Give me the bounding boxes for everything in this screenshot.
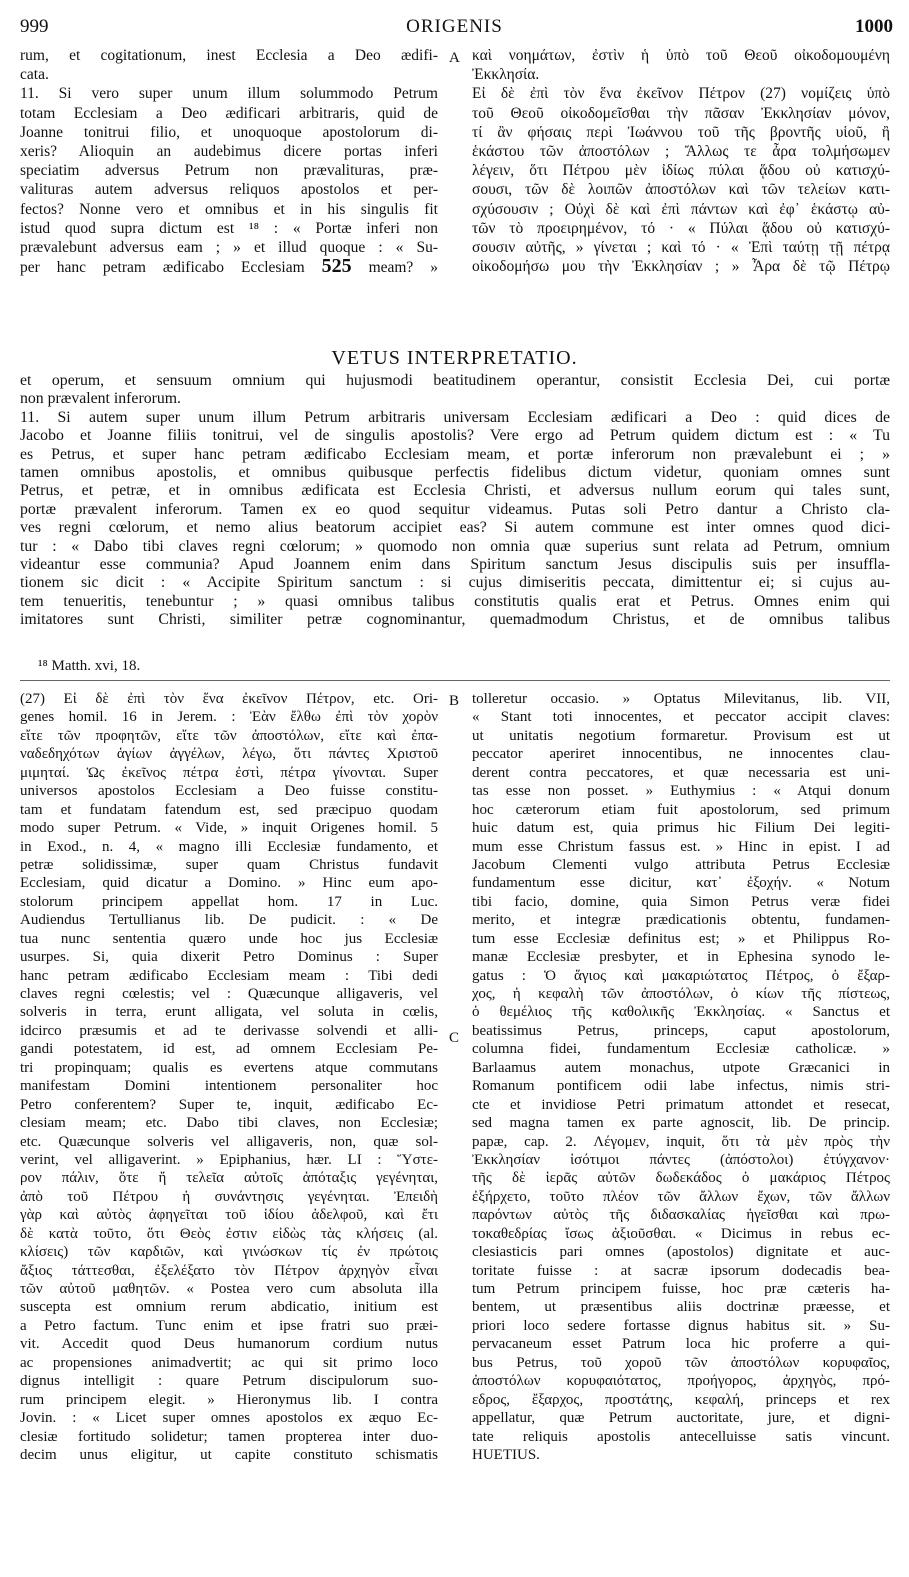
- text-line: ἑκάστου τῶν ἀποστόλων ; Ἄλλως τε ἆρα τολμήσωμεν: [472, 142, 890, 160]
- text-line: ut unitatis negotium formaretur. Provisum est ut: [472, 727, 890, 744]
- text-line: gatus : Ὁ ἅγιος καὶ μακαριώτατος Πέτρος, ὁ ἔξαρ-: [472, 967, 890, 984]
- text-line: etc. Quæcunque solveris vel alligaveris, non, quæ sol-: [20, 1133, 438, 1150]
- text-line: καὶ νοημάτων, ἐστὶν ἡ ὑπὸ τοῦ Θεοῦ οἰκοδομουμένη: [472, 47, 890, 64]
- text-line: hanc petram ædificabo Ecclesiam meam : Tibi dedi: [20, 967, 438, 984]
- text-line: οἰκοδομήσω μου τὴν Ἐκκλησίαν ; » Ἆρα δὲ τῷ Πέτρῳ: [472, 258, 890, 276]
- text-line: xeris? Alioquin an audebimus dicere portas inferi: [20, 142, 438, 160]
- text-line: tibi facio, domine, quia Simon Petrus veræ fidei: [472, 893, 890, 910]
- text-line: εἴτε τῶν προφητῶν, εἴτε τῶν ἀποστόλων, εἴτε καὶ ἐπα-: [20, 727, 438, 744]
- text-line: fundamentum esse dicitur, κατ᾽ ἐξοχήν. « Notum: [472, 875, 890, 892]
- text-line: in Exod., n. 4, « magno illi Ecclesiæ fundamento, et: [20, 838, 438, 855]
- text-line: tamen omnibus apostolis, et omnibus quibusque perfectis fidelibus dictum videtur, quoniam omnes sunt: [20, 463, 890, 481]
- text-line: ὁ θεμέλιος τῆς καθολικῆς Ἐκκλησίας. « Sanctus et: [472, 1004, 890, 1021]
- text-line: tam et fundatam fatendum est, sed præcipuo quodam: [20, 801, 438, 818]
- running-title: ORIGENIS: [406, 16, 503, 37]
- text-line: κλίσεις) τῶν καρδιῶν, καὶ γινώσκων τίς ἐν πρώτοις: [20, 1244, 438, 1261]
- text-line: Jacobo et Joanne filiis tonitrui, vel de singulis apostolis? Vere ergo ad Petrum quidem dictum est : « Tu: [20, 427, 890, 445]
- text-line: papæ, cap. 2. Λέγομεν, inquit, ὅτι τὰ μὲν πρὸς τὴν: [472, 1133, 890, 1150]
- vetus-interpretatio-heading: VETUS INTERPRETATIO.: [331, 347, 578, 369]
- text-line: Jacobum Clementi vulgo attributa Petrus Ecclesiæ: [472, 856, 890, 873]
- text-line: Joanne tonitrui filio, et unoquoque apostolorum di-: [20, 123, 438, 141]
- text-fragment: per hanc petram ædificabo Ecclesiam: [20, 259, 305, 277]
- text-line: appellatur, quæ Petrum auctoritate, jure, et digni-: [472, 1410, 890, 1427]
- text-line: priori loco sedere fortasse dignus habitus sit. » Su-: [472, 1317, 890, 1334]
- text-line: ἐξήρχετο, τοῦτο πλέον τῶν ἄλλων ἔχων, τῶν ἄλλων: [472, 1188, 890, 1205]
- margin-letter-c: C: [449, 1030, 460, 1046]
- text-line: speciatim adversus Petrum non prævalituras, præ-: [20, 162, 438, 180]
- text-line: Barlaamus autem monachus, utpote Græcanici in: [472, 1059, 890, 1076]
- text-line: clesiasticis pari omnes (apostolos) dignitate et auc-: [472, 1244, 890, 1261]
- text-line: dignus intelligit : quare Petrum discipulorum suo-: [20, 1373, 438, 1390]
- page-number-left: 999: [20, 16, 49, 37]
- text-line: τῶν αὐτοῦ μαθητῶν. « Postea vero cum absoluta illa: [20, 1281, 438, 1297]
- text-line: verint, vel alligaverint. » Epiphanius, hær. LI : Ὕστε-: [20, 1151, 438, 1168]
- text-line: σουσιν αὐτῆς, » γίνεται ; καὶ τό · « Ἐπὶ ταύτῃ τῇ πέτρᾳ: [472, 238, 890, 256]
- text-line: tri propinquam; qualis es evertens atque commutans: [20, 1059, 438, 1076]
- text-line: ac propensiones animadvertit; ac qui sit primo loco: [20, 1354, 438, 1371]
- text-line: sed magna tamen ex parte agnoscit, lib. De princip.: [472, 1115, 890, 1132]
- greek-text-column: [472, 46, 890, 276]
- text-line: bentem, ut præsentibus aliis doctrinæ præesse, et: [472, 1299, 890, 1316]
- text-line: Ecclesiam, quid dicatur a Domino. » Hinc eum apo-: [20, 875, 438, 892]
- text-line: tur : « Dabo tibi claves regni cœlorum; » quomodo non omnia quæ superius sunt relata ad Petrum, omnium: [20, 537, 890, 555]
- text-line: petræ solidissimæ, super quam Christus fundavit: [20, 856, 438, 873]
- text-line: τί ἂν φήσαις περὶ Ἰωάννου τοῦ τῆς βροντῆς υἱοῦ, ἢ: [472, 123, 890, 141]
- text-line: [20, 257, 438, 276]
- text-line: HUETIUS.: [472, 1446, 540, 1463]
- text-line: δὲ κατὰ τοῦτο, ὅτι Θεὸς ἐστιν εἰδὼς τὰς κλήσεις (al.: [20, 1225, 438, 1242]
- text-line: hoc cæterorum etiam fuit apostolorum, sed primum: [472, 801, 890, 818]
- text-line: tum esse Ecclesiæ definitus est; » et Philippus Ro-: [472, 930, 890, 947]
- text-line: manæ Ecclesiæ presbyter, et in Ephesina synodo le-: [472, 949, 890, 966]
- text-line: τοῦ Θεοῦ οἰκοδομεῖσθαι τὴν πᾶσαν Ἐκκλησίαν μόνον,: [472, 104, 890, 122]
- text-line: Petrus, et petræ, et in omnibus ædificata est Ecclesia Christi, et adversus nullum eorum qui tales sunt,: [20, 482, 890, 500]
- footnote-divider: [20, 680, 890, 681]
- text-line: tionem sic dicit : « Accipite Spiritum sanctum : si cujus dimiseritis peccata, dimittentur ei; si cujus au-: [20, 574, 890, 592]
- text-line: vit. Accedit quod Deus humanorum cordium nutus: [20, 1336, 438, 1353]
- text-line: beatissimus Petrus, princeps, caput apostolorum,: [472, 1022, 890, 1039]
- text-line: es Petrus, et super hanc petram ædificabo Ecclesiam meam, et portæ inferorum non prævalebunt ei ; »: [20, 445, 890, 463]
- text-line: Ἐκκλησίαν ἰσότιμοι πάντες (ἀπόστολοι) ἐτύγχανον·: [472, 1151, 890, 1168]
- text-line: Romanum pontificem odii labe infectus, nimis stri-: [472, 1078, 890, 1095]
- text-line: huic datum est, quia primus hic Filium Dei legiti-: [472, 820, 890, 837]
- text-line: fectos? Nonne vero et omnibus et in his singulis fit: [20, 200, 438, 218]
- text-line: Petro conferentem? Super te, inquit, ædificabo Ec-: [20, 1096, 438, 1113]
- text-line: ἀπὸ τοῦ Πέτρου ἡ συνάντησις γεγένηται. Ἐπειδὴ: [20, 1188, 438, 1205]
- text-line: istud quod supra dictum est ¹⁸ : « Portæ inferi non: [20, 219, 438, 237]
- text-line: idcirco præsumis et ad te derivasse solvendi et alli-: [20, 1022, 438, 1039]
- text-line: 11. Si vero super unum illum solummodo Petrum: [20, 85, 438, 103]
- text-line: tum Petrum principem fuisse, hoc præ cæteris ha-: [472, 1281, 890, 1297]
- vetus-interpretatio-text: [20, 372, 890, 629]
- text-line: rum, et cogitationum, inest Ecclesia a Deo ædifi-: [20, 47, 438, 64]
- text-line: toritate fuisse : at sacræ ipsorum dodecadis bea-: [472, 1262, 890, 1279]
- text-line: claves regni cœlestis; vel : Quæcunque alligaveris, vel: [20, 986, 438, 1002]
- text-line: usurpes. Si, quia dixerit Petro Dominus : Super: [20, 949, 438, 966]
- text-line: τοκαθεδρίας ἴσως ἀξιοῦσθαι. « Dicimus in rebus ec-: [472, 1225, 890, 1242]
- text-line: modo super Petrum. « Vide, » inquit Origenes homil. 5: [20, 820, 438, 837]
- text-line: solveris in terra, erunt alligata, vel soluta in cœlis,: [20, 1004, 438, 1021]
- text-line: 11. Si autem super unum illum Petrum arbitraris universam Ecclesiam ædificari a Deo : quid dices de: [20, 408, 890, 426]
- text-line: tua nunc sententia quæro unde hoc jus Ecclesiæ: [20, 930, 438, 947]
- margin-letter-a: A: [449, 50, 460, 66]
- text-line: stolorum principem appellat hom. 17 in Luc.: [20, 893, 438, 910]
- text-line: gandi potestatem, id est, ad omnem Ecclesiam Pe-: [20, 1041, 438, 1058]
- text-line: ναδεδηχότων ἁγίων ἀγγέλων, λέγω, ὅτι πάντες Χριστοῦ: [20, 746, 438, 763]
- text-line: tem tenueritis, tenebuntur ; » quasi omnibus talibus constitutis qualis erat et Petrus. Omnes enim qui: [20, 592, 890, 610]
- text-line: Ἐκκλησία.: [472, 66, 540, 84]
- margin-letter-b: B: [449, 693, 460, 709]
- text-line: prævalebunt adversus eam ; » et illud quoque : « Su-: [20, 238, 438, 256]
- text-line: clesiæ fortitudo solidetur; tamen propterea inter duo-: [20, 1428, 438, 1445]
- text-line: videantur esse communia? Apud Joannem enim dans Spiritum sanctum Jesus discipulis suis per insuffla-: [20, 555, 890, 573]
- text-line: ρον πάλιν, ὅτε ἤ τελεῖα αὐτοῖς ἀπόταξις γεγένηται,: [20, 1170, 438, 1187]
- running-header: [0, 16, 909, 42]
- text-line: universos apostolos Ecclesiam a Deo fuisse constitu-: [20, 783, 438, 800]
- text-line: παρόντων αὐτὸς τῆς διδασκαλίας ἡγεῖσθαι καὶ πρω-: [472, 1207, 890, 1224]
- scripture-footnote: ¹⁸ Matth. xvi, 18.: [38, 658, 141, 674]
- text-line: Εἰ δὲ ἐπὶ τὸν ἕνα ἐκεῖνον Πέτρον (27) νομίζεις ὑπὸ: [472, 85, 890, 103]
- text-line: χος, ἡ κεφαλὴ τῶν ἀποστόλων, ὁ κίων τῆς πίστεως,: [472, 986, 890, 1002]
- text-line: « Stant toti innocentes, et peccator accipit claves:: [472, 709, 890, 726]
- text-line: suscepta est omnium rerum abdicatio, initium est: [20, 1299, 438, 1316]
- text-line: ves regni cœlorum, et nemo alius beatorum accipiet eas? Si autem commune est inter omnes quod dici-: [20, 519, 890, 537]
- original-edition-page-number: 525: [321, 257, 352, 277]
- text-line: bus Petrus, τοῦ χοροῦ τῶν ἀποστόλων κορυφαῖος,: [472, 1354, 890, 1371]
- text-line: ἄξιος τάττεσθαι, ἐξελέξατο τὸν Πέτρον ἀρχηγὸν εἶναι: [20, 1262, 438, 1279]
- text-line: cata.: [20, 66, 49, 84]
- page-number-right: 1000: [855, 16, 893, 37]
- text-line: σουσι, τῶν δὲ λοιπῶν ἀποστόλων καὶ τῶν τελείων κατι-: [472, 181, 890, 199]
- text-line: genes homil. 16 in Jerem. : Ἐὰν ἔλθω ἐπὶ τὸν χορὸν: [20, 709, 438, 726]
- notes-column-right: [472, 690, 890, 1464]
- text-line: Jovin. : « Licet super omnes apostolos ex æquo Ec-: [20, 1410, 438, 1427]
- text-line: γὰρ καὶ αὐτὸς ἀφηγεῖται τοῦ ἰδίου ἀδελφοῦ, καὶ ἔτι: [20, 1207, 438, 1224]
- text-line: et operum, et sensuum omnium qui hujusmodi beatitudinem operantur, consistit Ecclesia Dei, cui portæ: [20, 372, 890, 389]
- text-line: (27) Εἰ δὲ ἐπὶ τὸν ἕνα ἐκεῖνον Πέτρον, etc. Ori-: [20, 691, 438, 707]
- text-line: peccator aperiret innocentibus, ne innocentes clau-: [472, 746, 890, 763]
- text-line: εδρος, ἔξαρχος, προστάτης, κεφαλή, princeps et rex: [472, 1391, 890, 1408]
- text-line: manifestam Domini intentionem personaliter hoc: [20, 1078, 438, 1095]
- text-line: portæ prævalent inferorum. Tamen ex eo quod sequitur videamus. Putas soli Petro dantur a Christo cla-: [20, 500, 890, 518]
- text-line: mum esse Christum fassus est. » Hinc in epist. I ad: [472, 838, 890, 855]
- text-fragment: meam? »: [368, 259, 438, 277]
- text-line: pervacaneum esset Patrum loca hic proferre a qui-: [472, 1336, 890, 1353]
- text-line: Audiendus Tertullianus lib. De pudicit. : « De: [20, 912, 438, 929]
- text-line: non prævalent inferorum.: [20, 390, 182, 408]
- text-line: tolleretur occasio. » Optatus Milevitanus, lib. VII,: [472, 691, 890, 707]
- text-line: cte et invidiose Petri primatum attondet et resecat,: [472, 1096, 890, 1113]
- text-line: rum principem elegit. » Hieronymus lib. I contra: [20, 1391, 438, 1408]
- notes-column-left: [20, 690, 438, 1464]
- text-line: derent contra peccatores, et quæ necessaria est uni-: [472, 764, 890, 781]
- text-line: λέγειν, ὅτι Πέτρου μὲν ἰδίως πύλαι ᾅδου οὐ κατισχύ-: [472, 162, 890, 180]
- text-line: valituras autem adversus reliquos apostolos et per-: [20, 181, 438, 199]
- text-line: tate reliquis apostolis antecelluisse satis vincunt.: [472, 1428, 890, 1445]
- text-line: merito, et integræ prædicationis obtentu, fundamen-: [472, 912, 890, 929]
- text-line: μιμηταί. Ὡς ἐκεῖνος πέτρα ἐστὶ, πέτρα γίνονται. Super: [20, 764, 438, 781]
- text-line: τῆς δὲ ἱερᾶς αὐτῶν δωδεκάδος ὁ μακάριος Πέτρος: [472, 1170, 890, 1187]
- greek-latin-translation-column: [20, 46, 438, 276]
- text-line: τῶν τὸ προειρημένον, τό · « Πύλαι ᾅδου οὐ κατισχύ-: [472, 219, 890, 237]
- text-line: σχύσουσιν ; Οὐχὶ δὲ καὶ ἐπὶ πάντων καὶ ἐφ᾽ ἑκάστῳ αὐ-: [472, 200, 890, 218]
- text-line: ἀποστόλων κορυφαιότατος, προήγορος, ἀρχηγὸς, πρό-: [472, 1373, 890, 1390]
- text-line: imitatores sunt Christi, similiter petræ cognominantur, quemadmodum Christus, et de omnibus talibus: [20, 611, 890, 629]
- text-line: columna fidei, fundamentum Ecclesiæ catholicæ. »: [472, 1041, 890, 1058]
- text-line: tas esse non posset. » Euthymius : « Atqui donum: [472, 783, 890, 800]
- text-line: decim unus eligitur, ut capite constituto schismatis: [20, 1446, 438, 1463]
- text-line: clesiam meam; etc. Dabo tibi claves, non Ecclesiæ;: [20, 1115, 438, 1132]
- text-line: totam Ecclesiam a Deo ædificari arbitraris, quid de: [20, 104, 438, 122]
- text-line: a Petro factum. Tunc enim et ipse fratri suo præi-: [20, 1317, 438, 1334]
